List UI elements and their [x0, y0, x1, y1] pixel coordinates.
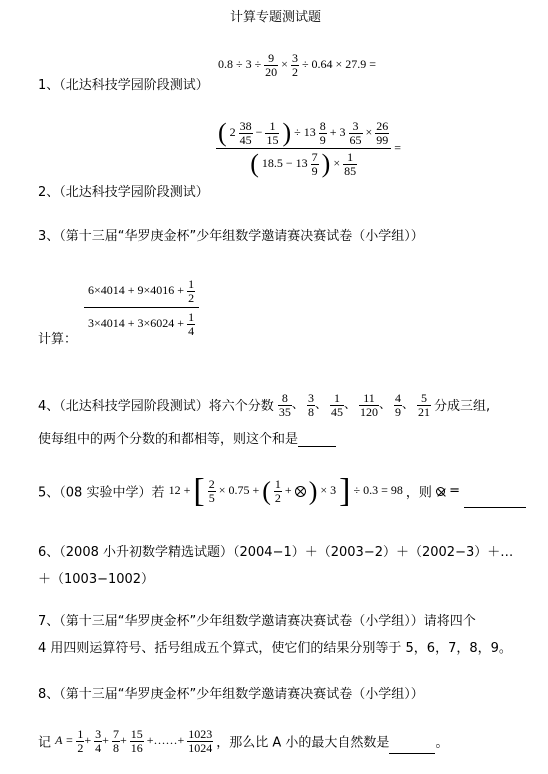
q1-frac-1: $\frac{9}{20}$ — [265, 51, 278, 79]
q4-line-1: 4、（北达科技学园阶段测试）将六个分数 $\frac{8}{35}$ 、 $\frac{3}{8}$ 、 $\frac{1}{45}$ 、 $\frac{11}{120}$ 、 $\frac{4}{9}$ 、 $\frac{5}{21}$ 分成三组, — [38, 391, 491, 419]
q2-big-fraction: ( 2 $\frac{38}{45}$ − $\frac{1}{15}$ ) ÷ 13 $\frac{8}{9}$ + 3 $\frac{3}{65}$ × $\frac{26}{99}$ ( 18.5 − 13 $\frac{7}{9}$ ) × $\frac{1}{85}$ — [216, 120, 391, 177]
q5-line: 5、（08 实验中学）若 12 + [ $\frac{2}{5}$ × 0.75 + ( $\frac{1}{2}$ + ) × 3 ] ÷ 0.3 = 98 ，则 = — [38, 474, 526, 508]
q2-expression: ( 2 $\frac{38}{45}$ − $\frac{1}{15}$ ) ÷ 13 $\frac{8}{9}$ + 3 $\frac{3}{65}$ × $\frac{26}{99}$ ( 18.5 − 13 $\frac{7}{9}$ ) × $\frac{1}{85}$ = — [218, 118, 402, 179]
q8-line: 记 A = $\frac{1}{2}$ + $\frac{3}{4}$ + $\frac{7}{8}$ + $\frac{15}{16}$ +……+ $\frac{1023}{1024}$ ，那么比 A 小的最大自然数是 。 — [38, 727, 449, 755]
q2-label: 2、（北达科技学园阶段测试） — [38, 185, 209, 200]
q3-fraction: 6×4014 + 9×4016 + $\frac{1}{2}$ 3×4014 + 3×6024 + $\frac{1}{4}$ — [84, 278, 199, 337]
q4-line-2: 使每组中的两个分数的和都相等，则这个和是 — [38, 428, 336, 447]
q1-post: ÷ 0.64 × 27.9 = — [301, 56, 377, 71]
q5-expression: 12 + [ $\frac{2}{5}$ × 0.75 + ( $\frac{1}{2}$ + ) × 3 ] ÷ 0.3 = 98 — [168, 472, 403, 509]
q3-prefix: 计算： — [38, 332, 78, 347]
page-title: 计算专题测试题 — [230, 10, 322, 25]
q8-label: 8、（第十三届“华罗庚金杯”少年组数学邀请赛决赛试卷（小学组）） — [38, 687, 424, 702]
q5-answer-blank — [464, 485, 526, 508]
q1-label: 1、（北达科技学园阶段测试） — [38, 78, 209, 93]
q3-label: 3、（第十三届“华罗庚金杯”少年组数学邀请赛决赛试卷（小学组）） — [38, 229, 424, 244]
q8-expression: A = $\frac{1}{2}$ + $\frac{3}{4}$ + $\frac{7}{8}$ + $\frac{15}{16}$ +……+ $\frac{1023}{1024}$ — [55, 727, 213, 755]
q1-expression: 0.8 ÷ 3 ÷ $\frac{9}{20}$ × $\frac{3}{2}$ ÷ 0.64 × 27.9 = — [218, 51, 377, 79]
otimes-symbol — [295, 486, 306, 497]
q6-line-1: 6、（2008 小升初数学精选试题）（2004−1）＋（2003−2）＋（2002−3）＋… — [38, 545, 514, 560]
q6-line-2: ＋（1003−1002） — [38, 572, 155, 587]
q7-line-2: 4 用四则运算符号、括号组成五个算式，使它们的结果分别等于 5，6，7，8，9。 — [38, 641, 512, 656]
otimes-symbol-2 — [436, 487, 445, 496]
q1-pre: 0.8 ÷ 3 ÷ — [218, 56, 262, 71]
q7-line-1: 7、（第十三届“华罗庚金杯”少年组数学邀请赛决赛试卷（小学组））请将四个 — [38, 614, 476, 629]
q8-answer-blank — [389, 731, 435, 754]
q4-fractions: $\frac{8}{35}$ 、 $\frac{3}{8}$ 、 $\frac{1}{45}$ 、 $\frac{11}{120}$ 、 $\frac{4}{9}$ 、 $\frac{5}{21}$ — [278, 391, 430, 419]
q1-frac-2: $\frac{3}{2}$ — [291, 51, 298, 79]
q4-answer-blank — [298, 434, 336, 447]
